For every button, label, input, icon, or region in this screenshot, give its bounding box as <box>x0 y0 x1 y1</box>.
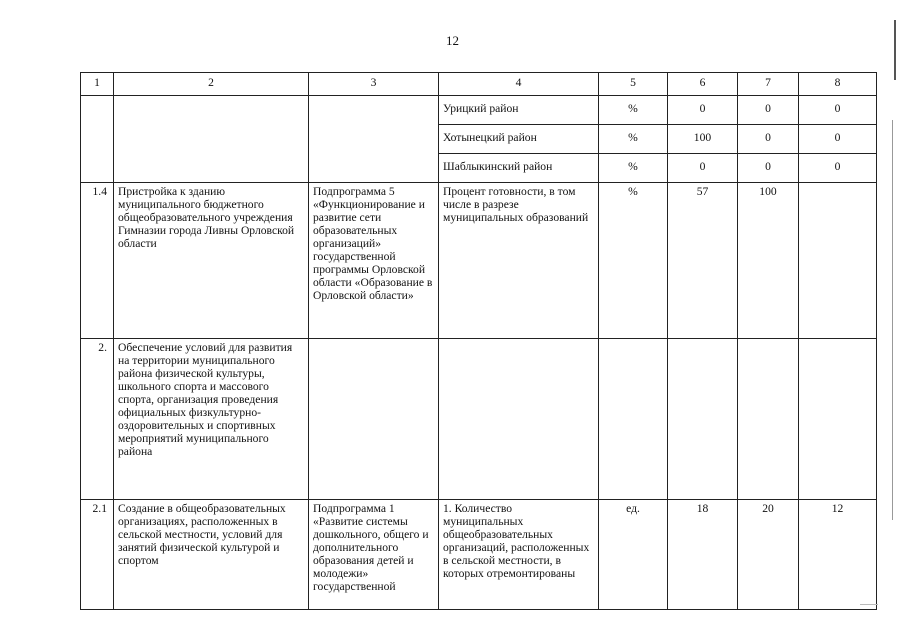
program-cell: Подпрограмма 5 «Функционирование и развитие сети образовательных организаций» государственной программы Орловской области «Образование в Орловской области» <box>309 183 439 339</box>
indicator-cell: Хотынецкий район <box>439 125 599 154</box>
value-cell: 12 <box>799 500 877 610</box>
name-cell: Пристройка к зданию муниципального бюджетного общеобразовательного учреждения Гимназии города Ливны Орловской области <box>114 183 309 339</box>
value-cell <box>738 339 799 500</box>
table-row <box>81 500 877 610</box>
indicator-cell <box>439 339 599 500</box>
value-cell: 0 <box>668 96 738 125</box>
page-edge-mark-faint <box>892 120 893 520</box>
value-cell: 18 <box>668 500 738 610</box>
value-cell: 0 <box>799 125 877 154</box>
value-cell: 0 <box>738 154 799 183</box>
unit-cell: ед. <box>599 500 668 610</box>
table-row <box>81 96 877 125</box>
row-number: 1.4 <box>81 183 114 339</box>
row-number: 2.1 <box>81 500 114 610</box>
value-cell <box>668 339 738 500</box>
value-cell: 20 <box>738 500 799 610</box>
header-cell: 7 <box>738 73 799 96</box>
header-cell: 3 <box>309 73 439 96</box>
row-number: 2. <box>81 339 114 500</box>
program-cell: Подпрограмма 1 «Развитие системы дошкольного, общего и дополнительного образования детей и молодежи» государственной <box>309 500 439 610</box>
value-cell: 0 <box>799 154 877 183</box>
empty-cell <box>114 96 309 183</box>
unit-cell: % <box>599 96 668 125</box>
value-cell: 100 <box>738 183 799 339</box>
page-edge-mark <box>894 20 896 80</box>
header-cell: 8 <box>799 73 877 96</box>
value-cell: 100 <box>668 125 738 154</box>
table-row <box>81 339 877 500</box>
indicator-cell: Шаблыкинский район <box>439 154 599 183</box>
data-table <box>80 72 877 610</box>
name-cell: Обеспечение условий для развития на территории муниципального района физической культуры, школьного спорта и массового спорта, организация проведения официальных физкультурно-оздоровительных и спортивных мероприятий муниципального района <box>114 339 309 500</box>
name-cell: Создание в общеобразовательных организациях, расположенных в сельской местности, условий для занятий физической культурой и спортом <box>114 500 309 610</box>
header-cell: 2 <box>114 73 309 96</box>
value-cell: 0 <box>799 96 877 125</box>
unit-cell <box>599 339 668 500</box>
value-cell: 0 <box>668 154 738 183</box>
unit-cell: % <box>599 183 668 339</box>
header-cell: 4 <box>439 73 599 96</box>
value-cell <box>799 339 877 500</box>
page-edge-mark <box>860 604 878 605</box>
indicator-cell: 1. Количество муниципальных общеобразовательных организаций, расположенных в сельской местности, в которых отремонтированы <box>439 500 599 610</box>
value-cell: 57 <box>668 183 738 339</box>
table-header-row <box>81 73 877 96</box>
header-cell: 5 <box>599 73 668 96</box>
unit-cell: % <box>599 125 668 154</box>
value-cell: 0 <box>738 96 799 125</box>
program-cell <box>309 339 439 500</box>
header-cell: 6 <box>668 73 738 96</box>
empty-cell <box>81 96 114 183</box>
empty-cell <box>309 96 439 183</box>
indicator-cell: Процент готовности, в том числе в разрезе муниципальных образований <box>439 183 599 339</box>
table-row <box>81 183 877 339</box>
unit-cell: % <box>599 154 668 183</box>
indicator-cell: Урицкий район <box>439 96 599 125</box>
value-cell: 0 <box>738 125 799 154</box>
page-number: 12 <box>446 33 459 48</box>
header-cell: 1 <box>81 73 114 96</box>
value-cell <box>799 183 877 339</box>
